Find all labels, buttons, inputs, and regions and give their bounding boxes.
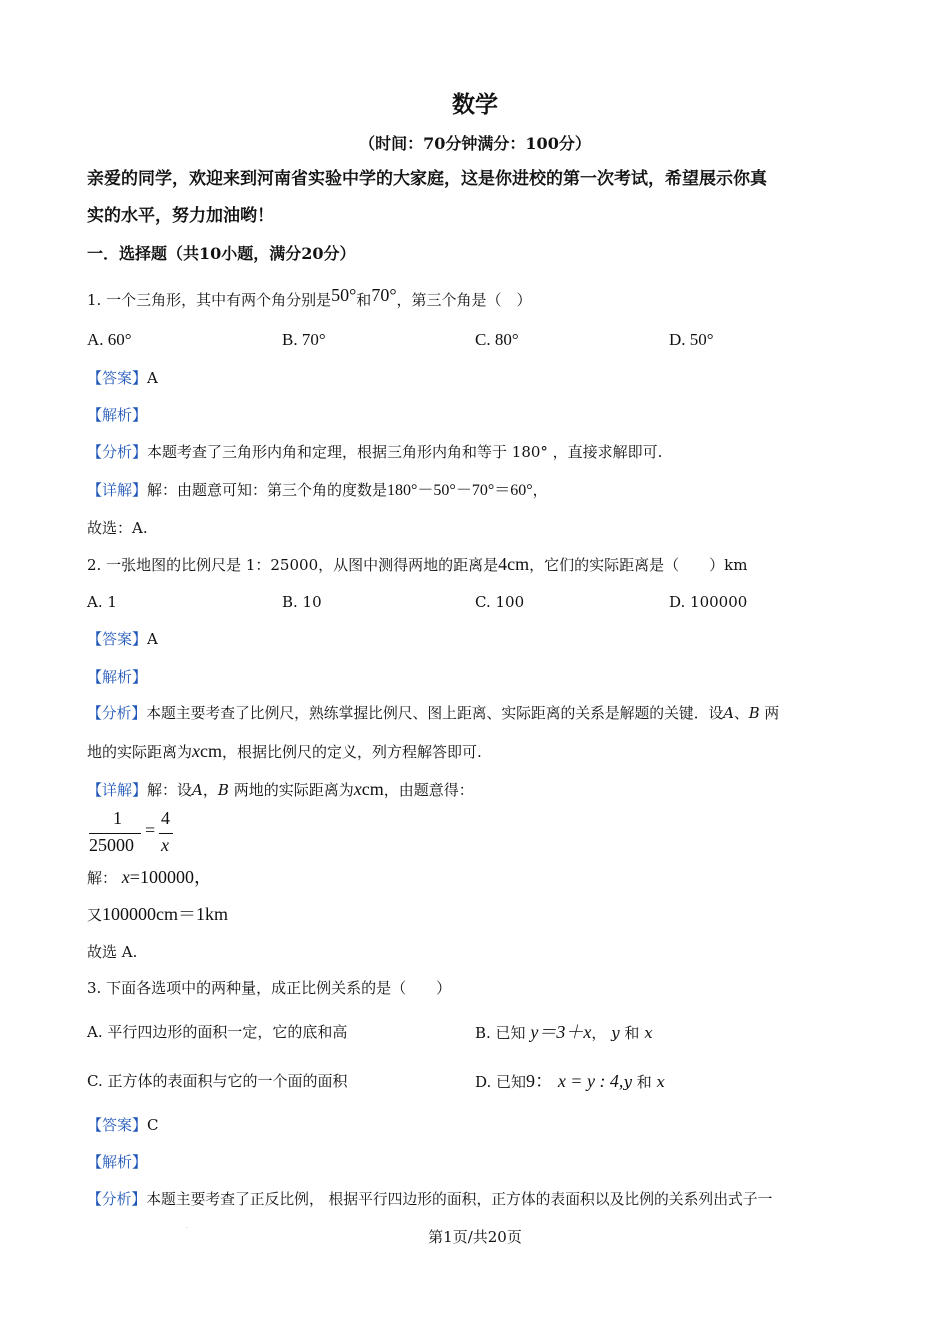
q3-answer: 【答案】C <box>87 1116 159 1134</box>
q3-fenxi: 【分析】本题主要考查了正反比例， 根据平行四边形的面积，正方体的表面积以及比例的关系列出式子一 <box>87 1191 773 1208</box>
exam-info: （时间：70分钟满分：100分） <box>359 134 591 153</box>
q2-convert: 又100000cm＝1km <box>87 904 229 924</box>
q3-analysis-label: 【解析】 <box>87 1153 148 1171</box>
q2-proportion-equation: 1 25000 = 4 x <box>87 808 197 860</box>
q2-option-b: B. 10 <box>282 593 322 611</box>
q3-option-b: B. 已知 y＝3＋x， y 和 x <box>475 1022 653 1042</box>
q3-option-a: A. 平行四边形的面积一定，它的底和高 <box>87 1023 348 1041</box>
page-title: 数学 <box>452 91 498 118</box>
q2-answer: 【答案】A <box>87 630 158 648</box>
q2-option-a: A. 1 <box>87 593 117 611</box>
q2-option-c: C. 100 <box>475 593 525 611</box>
q3-stem: 3. 下面各选项中的两种量，成正比例关系的是（ ） <box>87 979 452 997</box>
q3-option-d: D. 已知9： x = y : 4,y 和 x <box>475 1071 665 1091</box>
q1-detail: 【详解】解：由题意可知：第三个角的度数是180°－50°－70°＝60°， <box>87 481 548 499</box>
intro-line-2: 实的水平，努力加油哟！ <box>87 206 274 226</box>
q1-conclusion: 故选：A. <box>87 519 148 537</box>
q3-option-c: C. 正方体的表面积与它的一个面的面积 <box>87 1072 348 1090</box>
q2-stem: 2. 一张地图的比例尺是 1：25000，从图中测得两地的距离是4cm，它们的实际距离是（ ）km <box>87 554 748 574</box>
q2-conclusion: 故选 A. <box>87 943 138 961</box>
q1-option-c: C. 80° <box>475 330 519 349</box>
page-footer: 第1页/共20页 <box>428 1228 522 1246</box>
q2-solve: 解： x=100000， <box>87 867 212 887</box>
q1-option-b: B. 70° <box>282 330 326 349</box>
q2-analysis-label: 【解析】 <box>87 668 148 686</box>
intro-line-1: 亲爱的同学，欢迎来到河南省实验中学的大家庭，这是你进校的第一次考试，希望展示你真 <box>87 169 767 189</box>
q1-answer: 【答案】A <box>87 369 158 387</box>
q2-detail: 【详解】解：设A，B 两地的实际距离为xcm，由题意得： <box>87 779 474 799</box>
q1-angle-1: 50° <box>331 285 357 305</box>
q2-option-d: D. 100000 <box>669 593 748 611</box>
q1-option-d: D. 50° <box>669 330 714 349</box>
q1-fenxi: 【分析】本题考查了三角形内角和定理，根据三角形内角和等于 180° ，直接求解即可. <box>87 443 663 461</box>
q1-option-a: A. 60° <box>87 330 132 349</box>
q1-analysis-label: 【解析】 <box>87 406 148 424</box>
q1-stem: 1. 一个三角形，其中有两个角分别是50°和70°，第三个角是（ ） <box>87 285 532 309</box>
q2-fenxi-line-2: 地的实际距离为xcm，根据比例尺的定义，列方程解答即可. <box>87 741 482 761</box>
stray-mark: · <box>186 1225 188 1232</box>
q2-fenxi-line-1: 【分析】本题主要考查了比例尺，熟练掌握比例尺、图上距离、实际距离的关系是解题的关键．设A、B 两 <box>87 705 780 722</box>
q1-angle-2: 70° <box>371 285 397 305</box>
section-heading: 一．选择题（共10小题，满分20分） <box>87 244 356 263</box>
